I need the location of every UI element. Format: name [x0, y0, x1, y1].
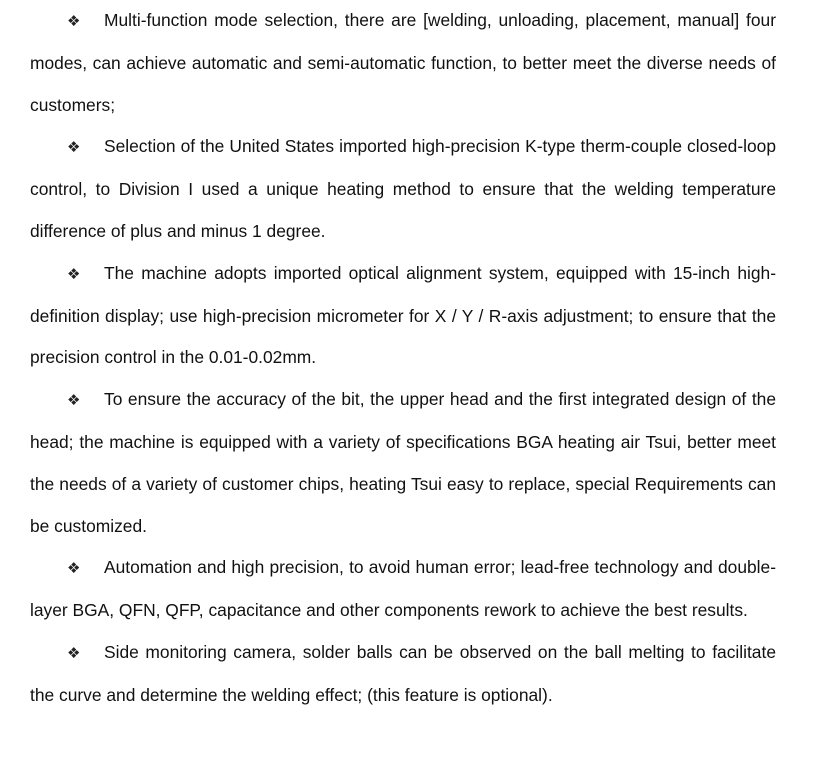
feature-paragraph: [30, 547, 776, 632]
feature-paragraph: [30, 379, 776, 547]
feature-text: Multi-function mode selection, there are [welding, unloading, placement, manual] four modes, can achieve automatic and semi-automatic function, to better meet the diverse needs of customers;: [30, 10, 776, 115]
diamond-bullet-icon: ❖: [67, 264, 81, 283]
diamond-bullet-icon: ❖: [67, 138, 81, 157]
feature-paragraph: [30, 0, 776, 126]
feature-text: To ensure the accuracy of the bit, the upper head and the first integrated design of the head; the machine is equipped with a variety of specifications BGA heating air Tsui, better meet the needs of a variety of customer chips, heating Tsui easy to replace, special Requirements can be customized.: [30, 389, 776, 536]
diamond-bullet-icon: ❖: [67, 559, 81, 578]
feature-text: Selection of the United States imported high-precision K-type therm-couple closed-loop control, to Division I used a unique heating method to ensure that the welding temperature difference of plus and minus 1 degree.: [30, 136, 776, 241]
feature-paragraph: [30, 126, 776, 252]
feature-text: Automation and high precision, to avoid human error; lead-free technology and double-layer BGA, QFN, QFP, capacitance and other components rework to achieve the best results.: [30, 557, 776, 621]
feature-text: The machine adopts imported optical alignment system, equipped with 15-inch high-definition display; use high-precision micrometer for X / Y / R-axis adjustment; to ensure that the precision control in the 0.01-0.02mm.: [30, 262, 776, 368]
diamond-bullet-icon: ❖: [67, 12, 81, 30]
diamond-bullet-icon: ❖: [67, 391, 81, 410]
feature-list: [30, 0, 776, 717]
feature-paragraph: [30, 253, 776, 379]
feature-text: Side monitoring camera, solder balls can be observed on the ball melting to facilitate the curve and determine the welding effect; (this feature is optional).: [30, 641, 776, 705]
diamond-bullet-icon: ❖: [67, 643, 81, 662]
feature-paragraph: [30, 632, 776, 717]
